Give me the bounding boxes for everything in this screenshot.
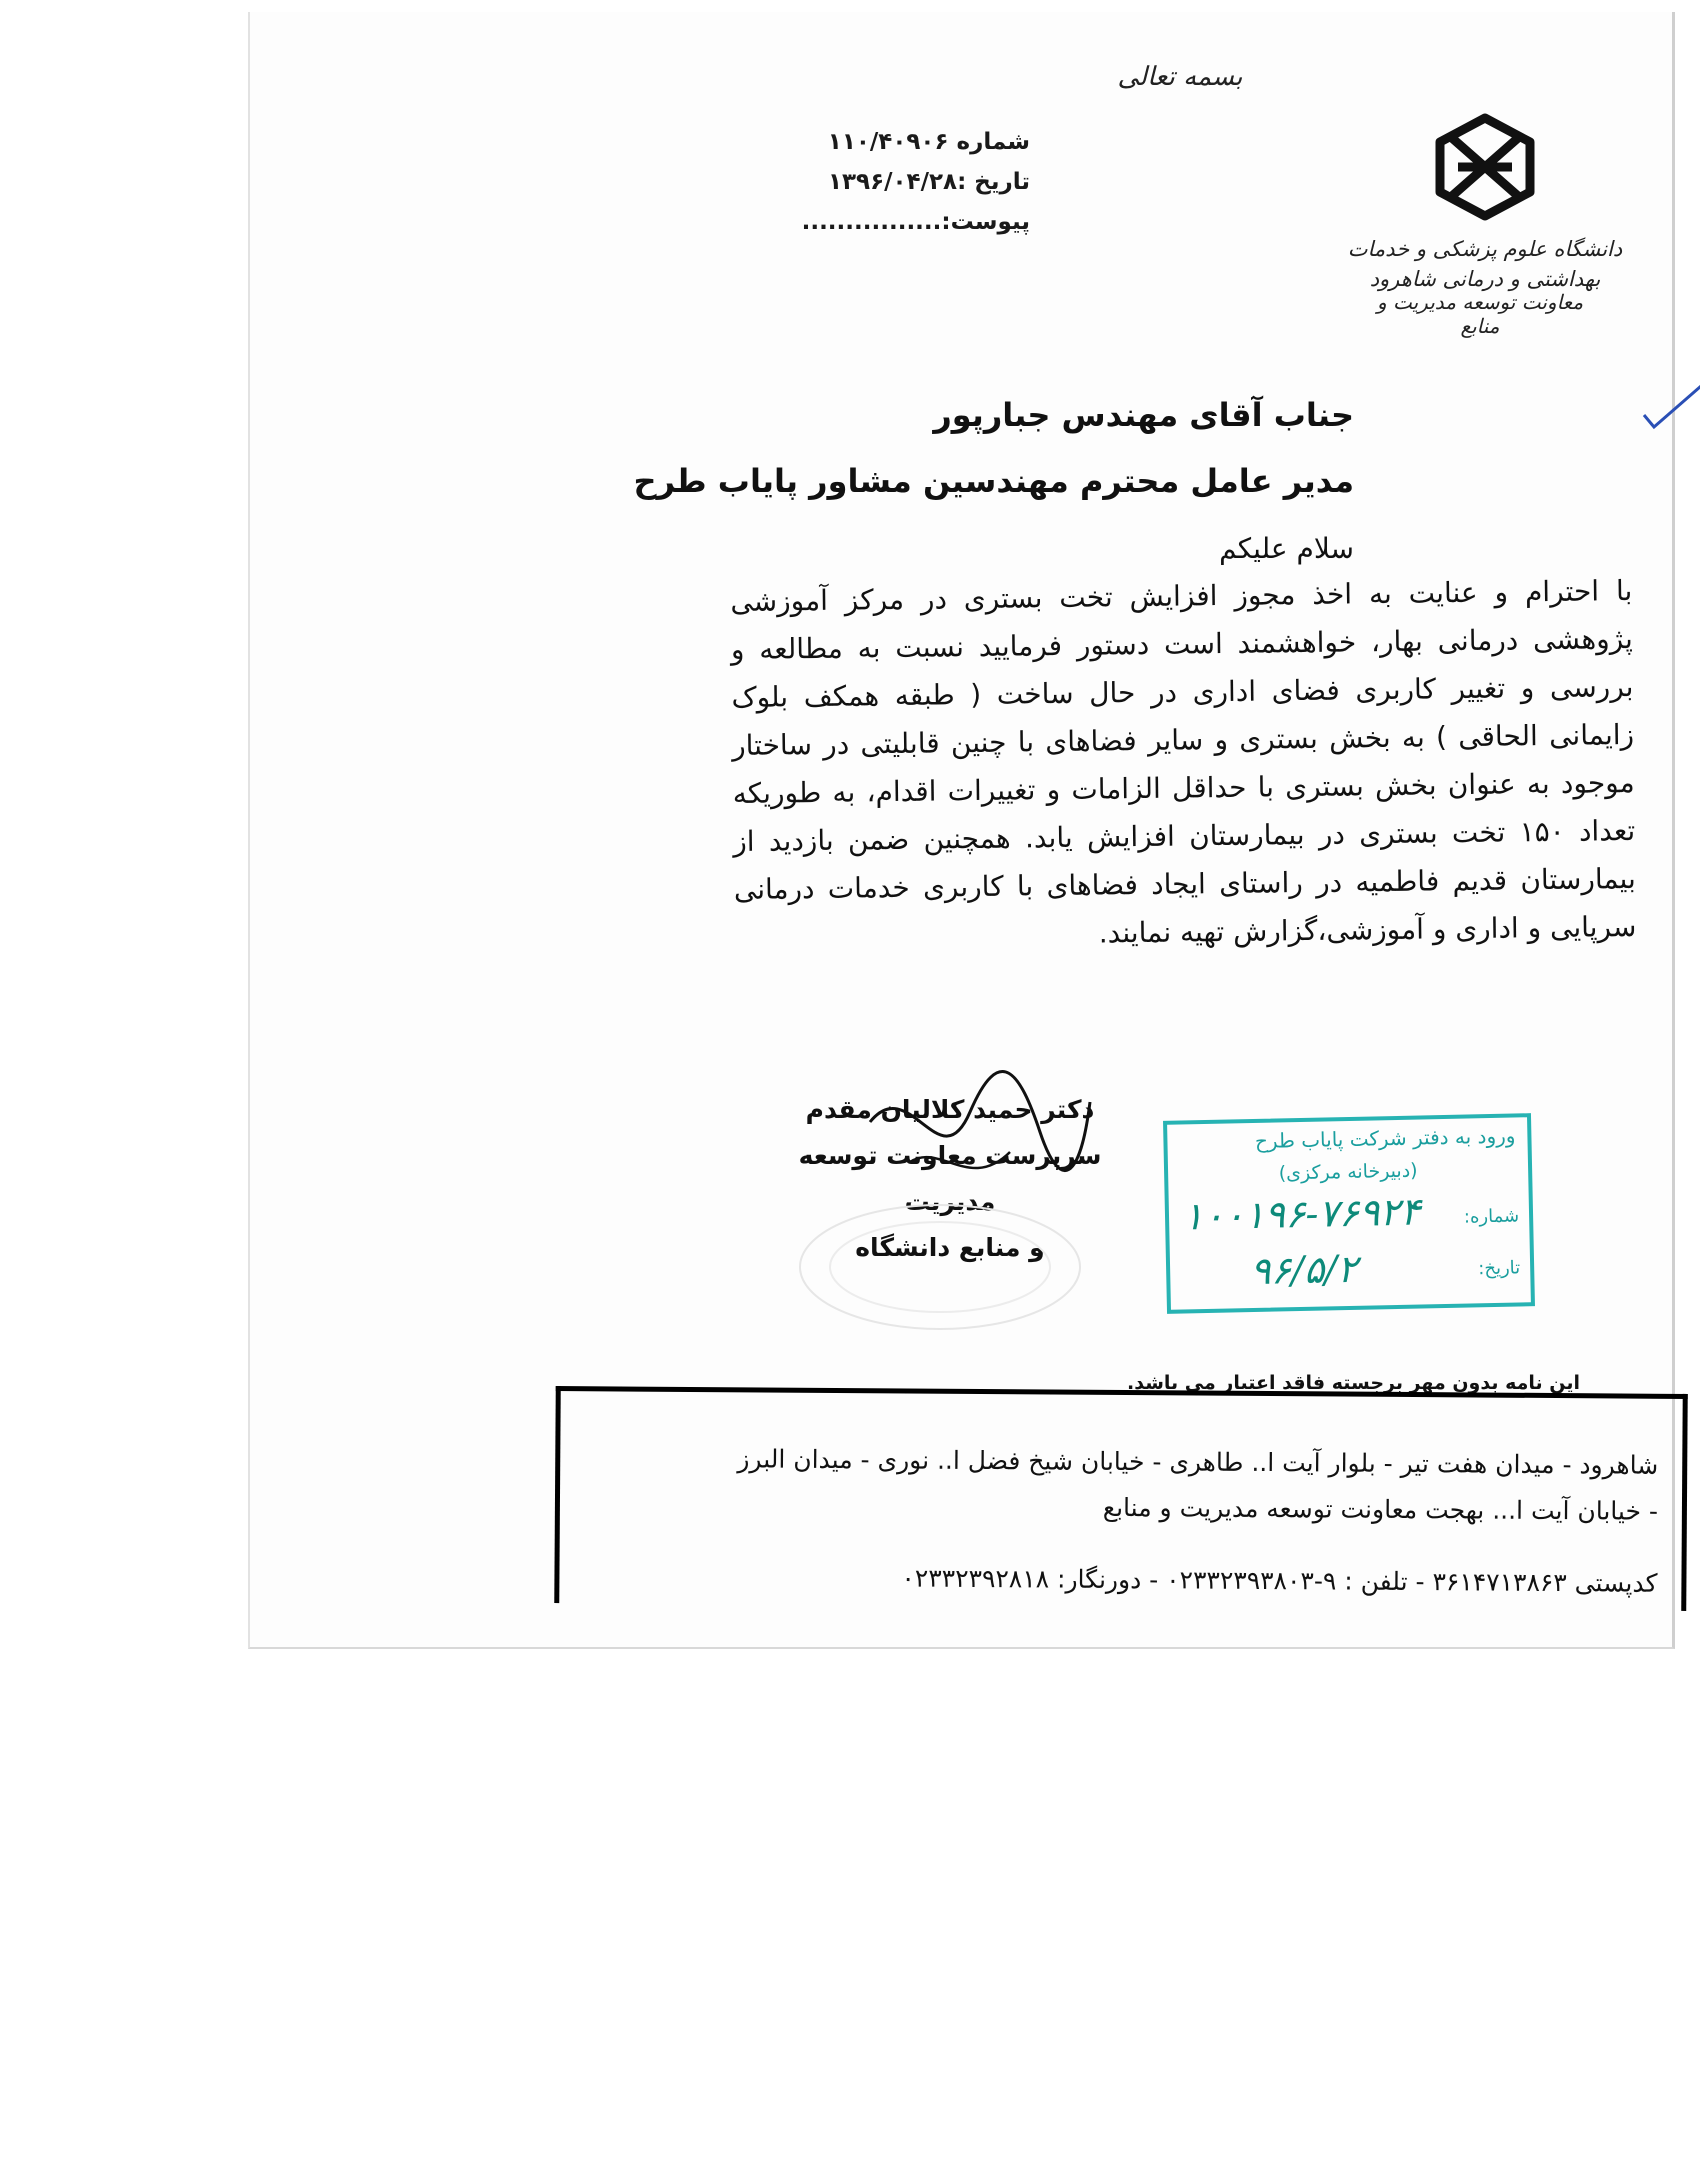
footer-contact-line: کدپستی ۳۶۱۴۷۱۳۸۶۳ - تلفن : ۹-۰۲۳۳۲۳۹۳۸۰۳ - دورنگار: ۰۲۳۳۲۳۹۲۸۱۸: [901, 1563, 1658, 1598]
embossed-seal: [790, 1192, 1090, 1342]
greeting: سلام علیکم: [1219, 532, 1354, 565]
invocation-heading: بسمه تعالی: [1117, 62, 1243, 92]
stamp-subtitle: (دبیرخانه مرکزی): [1278, 1159, 1418, 1185]
check-mark-icon: [1640, 367, 1700, 437]
university-logo: [1430, 112, 1540, 222]
footer-address-line: شاهرود - میدان هفت تیر - بلوار آیت ا.. طاهری - خیابان شیخ فضل ا.. نوری - میدان البرز: [737, 1444, 1659, 1480]
reference-block: [770, 122, 1030, 242]
footer-address-line: - خیابان آیت ا... بهجت معاونت توسعه مدیریت و منابع: [1102, 1492, 1659, 1526]
stamp-date-label: تاریخ:: [1478, 1257, 1521, 1280]
signatory-title: سرپرست معاونت توسعه مدیریت: [798, 1141, 1102, 1216]
stamp-date-value: ۹۶/۵/۲: [1249, 1246, 1358, 1294]
university-name: دانشگاه علوم پزشکی و خدمات بهداشتی و درمانی شاهرود: [1347, 237, 1623, 291]
letter-date: تاریخ :۱۳۹۶/۰۴/۲۸: [827, 169, 1030, 195]
letter-number: شماره ۱۱۰/۴۰۹۰۶: [827, 129, 1030, 155]
stamp-number-label: شماره:: [1463, 1205, 1520, 1228]
validity-notice: این نامه بدون مهر برجسته فاقد اعتبار می باشد.: [1127, 1372, 1580, 1394]
footer-address-box: [554, 1386, 1687, 1611]
signatory-name: دکتر حمید کلالیان مقدم: [805, 1095, 1095, 1124]
signatory-title-cont: و منابع دانشگاه: [855, 1233, 1045, 1262]
department-name: معاونت توسعه مدیریت و منابع: [1376, 290, 1584, 338]
addressee-name: جناب آقای مهندس جبارپور: [933, 396, 1354, 434]
letter-body: با احترام و عنایت به اخذ مجوز افزایش تخت بستری در مرکز آموزشی پژوهشی درمانی بهار، خواهشمند است دستور فرمایید نسبت به مطالعه و بررسی و تغییر کاربری فضای اداری در حال ساخت ( طبقه همکف بلوک زایمانی الحاقی ) به بخش بستری و سایر فضاهای با چنین قابلیتی در ساختار موجود به عنوان بخش بستری با حداقل الزامات و تغییرات اقدام، به طوریکه تعداد ۱۵۰ تخت بستری در بیمارستان افزایش یابد. همچنین ضمن بازدید از بیمارستان قدیم فاطمیه در راستای ایجاد فضاهای با کاربری خدمات درمانی سرپایی و اداری و آموزشی،گزارش تهیه نمایند.: [730, 573, 1637, 950]
stamp-title: ورود به دفتر شرکت پایاب طرح: [1254, 1123, 1516, 1153]
letter-sheet: [248, 12, 1675, 1649]
letter-attachment: پیوست:................: [801, 209, 1030, 235]
stamp-number-value: ۱۰۰۱۹۶-۷۶۹۲۴: [1182, 1189, 1421, 1239]
addressee-title: مدیر عامل محترم مهندسین مشاور پایاب طرح: [633, 462, 1354, 500]
receipt-stamp: [1163, 1113, 1535, 1314]
